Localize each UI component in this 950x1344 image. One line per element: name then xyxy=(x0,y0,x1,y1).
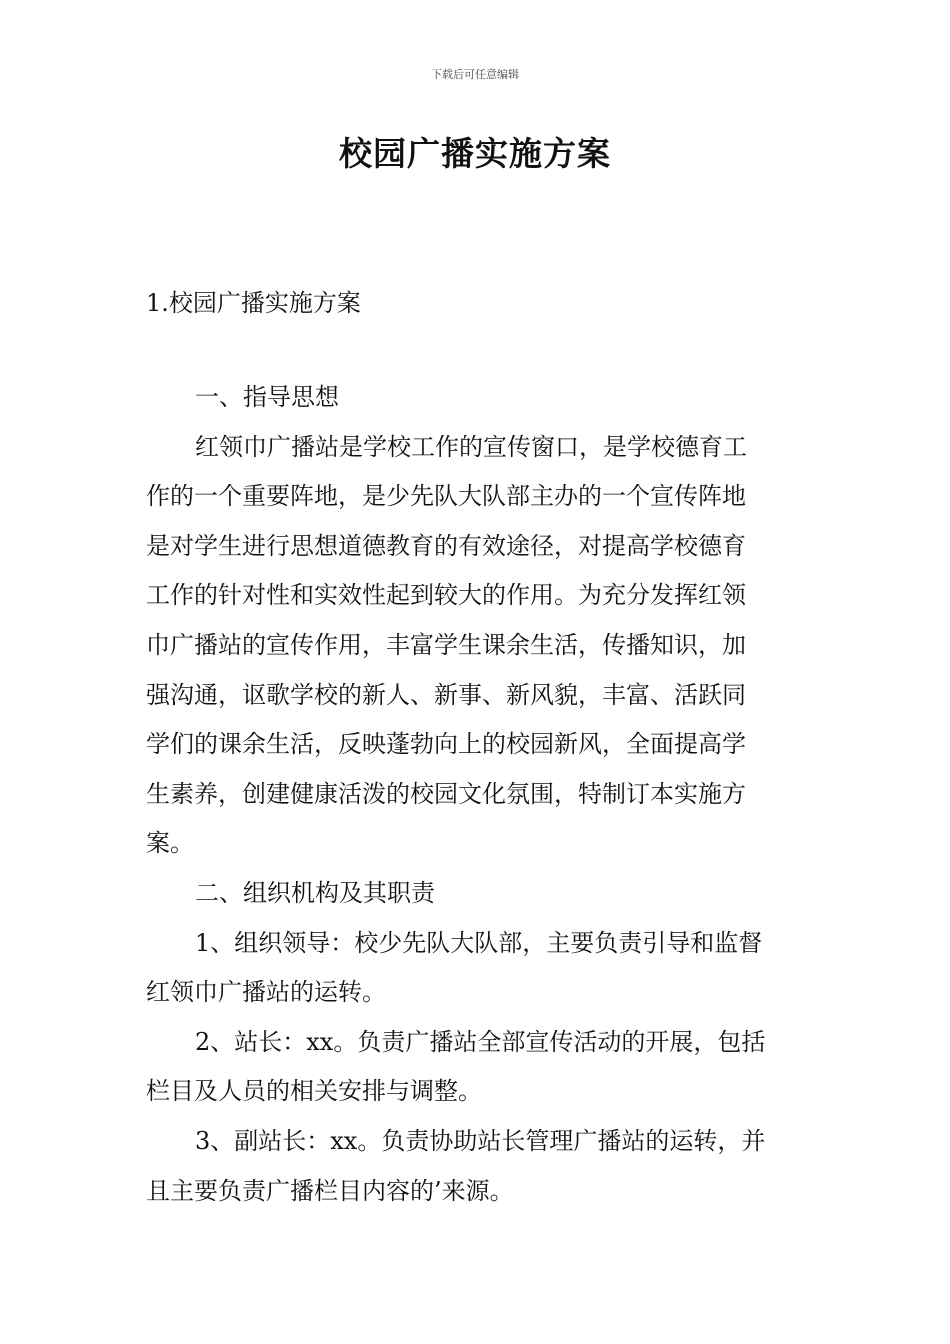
paragraph-line: 红领巾广播站的运转。 xyxy=(146,978,386,1007)
paragraph-station-head xyxy=(146,1018,806,1117)
paragraph-line: 3、副站长：xx。负责协助站长管理广播站的运转，并 xyxy=(195,1126,766,1155)
heading-guiding-ideology: 一、指导思想 xyxy=(195,383,339,411)
document-title: 校园广播实施方案 xyxy=(339,134,611,173)
header-note: 下载后可任意编辑 xyxy=(431,68,519,81)
paragraph-line: 强沟通，讴歌学校的新人、新事、新风貌，丰富、活跃同 xyxy=(146,680,746,709)
paragraph-line: 且主要负责广播栏目内容的’来源。 xyxy=(146,1176,514,1205)
paragraph-line: 1、组织领导：校少先队大队部，主要负责引导和监督 xyxy=(195,928,763,957)
heading-organization: 二、组织机构及其职责 xyxy=(195,878,435,907)
paragraph-guiding-ideology xyxy=(146,423,806,869)
paragraph-line: 2、站长：xx。负责广播站全部宣传活动的开展，包括 xyxy=(195,1027,766,1056)
paragraph-line: 红领巾广播站是学校工作的宣传窗口，是学校德育工 xyxy=(195,432,747,461)
paragraph-line: 作的一个重要阵地，是少先队大队部主办的一个宣传阵地 xyxy=(146,482,746,511)
paragraph-line: 生素养，创建健康活泼的校园文化氛围，特制订本实施方 xyxy=(146,779,746,808)
paragraph-deputy-head xyxy=(146,1117,806,1216)
paragraph-line: 工作的针对性和实效性起到较大的作用。为充分发挥红领 xyxy=(146,581,746,610)
paragraph-leadership xyxy=(146,919,806,1018)
paragraph-line: 是对学生进行思想道德教育的有效途径，对提高学校德育 xyxy=(146,531,746,560)
paragraph-line: 巾广播站的宣传作用，丰富学生课余生活，传播知识，加 xyxy=(146,630,746,659)
paragraph-line: 栏目及人员的相关安排与调整。 xyxy=(146,1077,482,1106)
section-heading: 1.校园广播实施方案 xyxy=(146,289,361,317)
paragraph-line: 案。 xyxy=(146,829,194,858)
paragraph-line: 学们的课余生活，反映蓬勃向上的校园新风，全面提高学 xyxy=(146,730,746,759)
document-body xyxy=(146,373,806,1216)
